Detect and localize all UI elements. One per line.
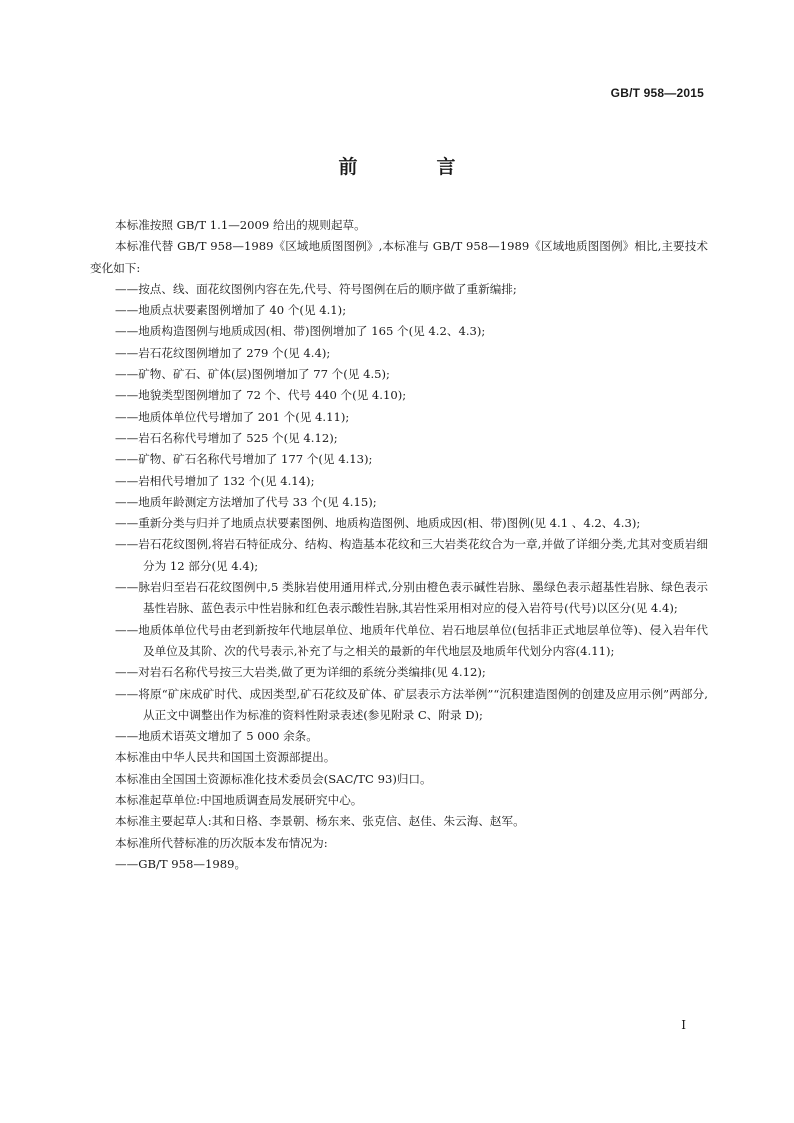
document-body [90, 215, 708, 875]
change-item: ——地貌类型图例增加了 72 个、代号 440 个(见 4.10); [115, 388, 407, 403]
standard-code: GB/T 958—2015 [610, 86, 704, 100]
change-item: ——地质年龄测定方法增加了代号 33 个(见 4.15); [115, 494, 377, 509]
change-item: ——矿物、矿石、矿体(层)图例增加了 77 个(见 4.5); [115, 367, 390, 382]
change-item: ——地质术语英文增加了 5 000 余条。 [115, 729, 318, 744]
change-item: ——地质点状要素图例增加了 40 个(见 4.1); [115, 303, 347, 318]
change-item: ——对岩石名称代号按三大岩类,做了更为详细的系统分类编排(见 4.12); [115, 665, 486, 680]
change-item: ——地质体单位代号增加了 201 个(见 4.11); [115, 409, 350, 424]
closing-paragraph: 本标准由中华人民共和国国土资源部提出。 [115, 750, 336, 765]
change-item: ——岩石名称代号增加了 525 个(见 4.12); [115, 430, 338, 445]
change-item: ——岩石花纹图例,将岩石特征成分、结构、构造基本花纹和三大岩类花纹合为一章,并做了详细分类,尤其对变质岩细分为 12 部分(见 4.4); [115, 537, 708, 573]
intro-paragraph: 本标准按照 GB/T 1.1—2009 给出的规则起草。 [115, 218, 366, 232]
change-item: ——地质体单位代号由老到新按年代地层单位、地质年代单位、岩石地层单位(包括非正式地层单位等)、侵入岩年代及单位及其阶、次的代号表示,补充了与之相关的最新的年代地层及地质年代划分内容(4.11); [115, 622, 708, 658]
closing-paragraph: 本标准所代替标准的历次版本发布情况为: [115, 835, 328, 850]
intro-paragraph: 本标准代替 GB/T 958—1989《区域地质图图例》,本标准与 GB/T 958—1989《区域地质图图例》相比,主要技术变化如下: [90, 239, 708, 275]
page-number: I [681, 1018, 686, 1032]
change-item: ——岩相代号增加了 132 个(见 4.14); [115, 473, 315, 488]
change-item: ——地质构造图例与地质成因(相、带)图例增加了 165 个(见 4.2、4.3); [115, 324, 486, 339]
change-item: ——脉岩归至岩石花纹图例中,5 类脉岩使用通用样式,分别由橙色表示碱性岩脉、墨绿色表示超基性岩脉、绿色表示基性岩脉、蓝色表示中性岩脉和红色表示酸性岩脉,其岩性采用相对应的侵入岩符号(代号)以区分(见 4.4); [115, 580, 708, 616]
history-item: ——GB/T 958—1989。 [115, 856, 247, 871]
change-item: ——岩石花纹图例增加了 279 个(见 4.4); [115, 345, 331, 360]
closing-paragraph: 本标准由全国国土资源标准化技术委员会(SAC/TC 93)归口。 [115, 771, 432, 786]
change-item: ——按点、线、面花纹图例内容在先,代号、符号图例在后的顺序做了重新编排; [115, 281, 517, 296]
closing-paragraph: 本标准主要起草人:其和日格、李景朝、杨东来、张克信、赵佳、朱云海、赵军。 [115, 814, 525, 829]
change-item: ——将原“矿床成矿时代、成因类型,矿石花纹及矿体、矿层表示方法举例”“沉积建造图例的创建及应用示例”两部分,从正文中调整出作为标准的资料性附录表述(参见附录 C、附录 D); [115, 686, 708, 722]
closing-paragraph: 本标准起草单位:中国地质调查局发展研究中心。 [115, 793, 363, 808]
change-item: ——重新分类与归并了地质点状要素图例、地质构造图例、地质成因(相、带)图例(见 4.1 、4.2、4.3); [115, 516, 641, 531]
page-title: 前 言 [338, 156, 486, 178]
change-item: ——矿物、矿石名称代号增加了 177 个(见 4.13); [115, 452, 373, 467]
